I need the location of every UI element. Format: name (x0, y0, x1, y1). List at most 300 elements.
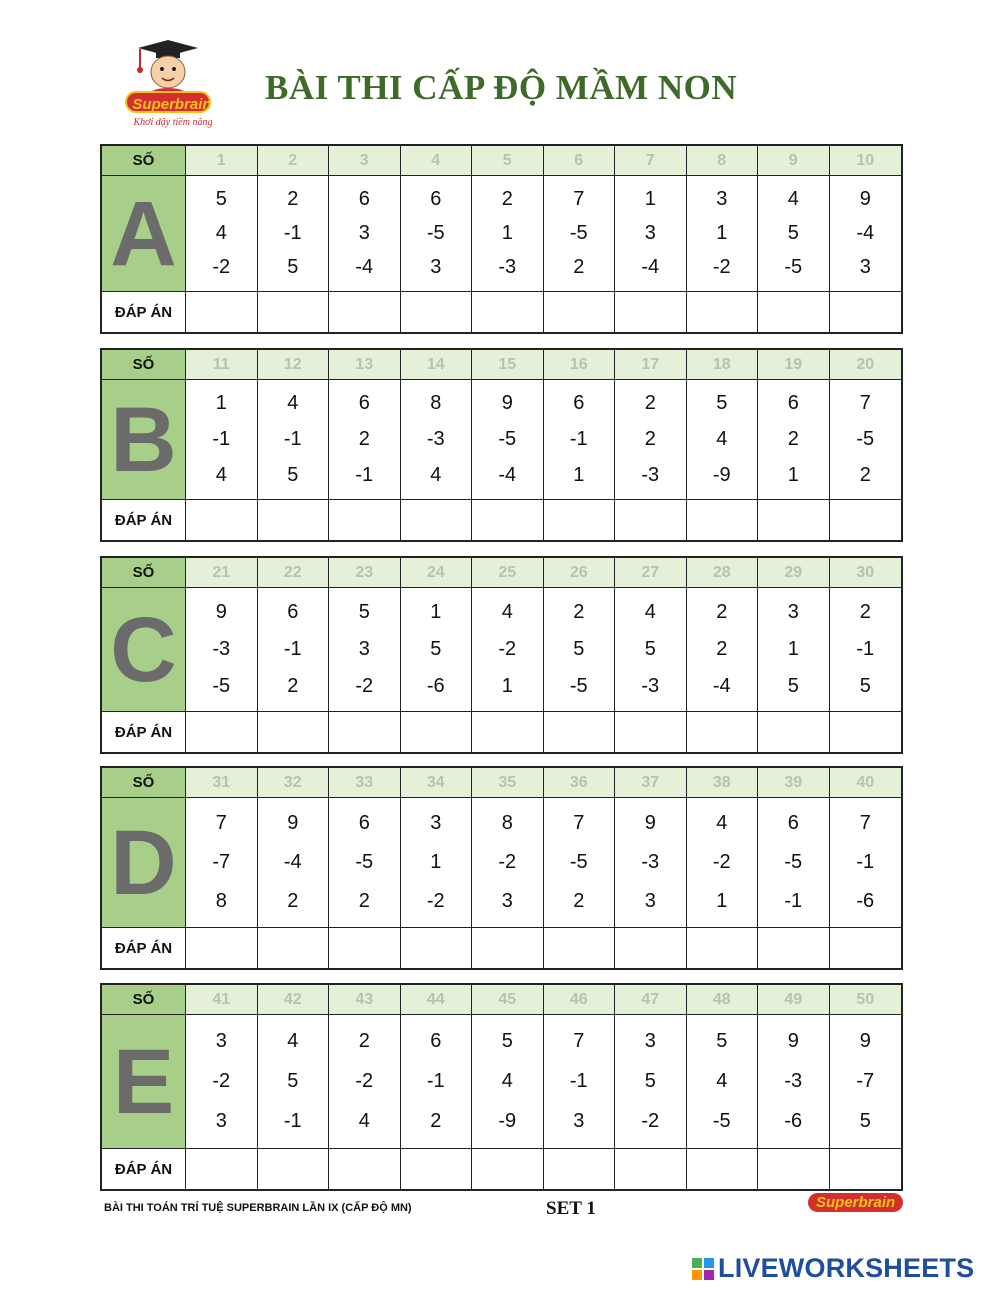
question-number: 44 (401, 985, 473, 1015)
problem-number: 9 (787, 1029, 799, 1052)
problem-number: 3 (215, 1029, 227, 1052)
problem-cell (401, 1015, 473, 1149)
problem-number: -5 (712, 1110, 731, 1133)
problem-number: -1 (283, 221, 302, 244)
answer-input[interactable] (258, 1149, 330, 1189)
problem-cell (615, 798, 687, 928)
problem-number: 5 (287, 463, 299, 486)
answer-input[interactable] (687, 1149, 759, 1189)
question-number: 8 (687, 146, 759, 176)
dap-an-label: ĐÁP ÁN (102, 928, 186, 968)
problem-cell (544, 798, 616, 928)
problem-number: 1 (501, 675, 513, 697)
problem-number: -1 (212, 427, 231, 450)
problem-number: 1 (430, 851, 442, 873)
answer-input[interactable] (544, 292, 616, 332)
answer-input[interactable] (758, 292, 830, 332)
problem-number: -4 (641, 256, 660, 279)
answer-input[interactable] (258, 292, 330, 332)
question-number: 35 (472, 768, 544, 798)
answer-input[interactable] (258, 928, 330, 968)
question-number: 37 (615, 768, 687, 798)
section-b (100, 348, 903, 542)
answer-input[interactable] (758, 500, 830, 540)
question-number: 9 (758, 146, 830, 176)
problem-number: 5 (215, 187, 227, 210)
problem-number: 4 (287, 392, 299, 415)
answer-input[interactable] (544, 928, 616, 968)
problem-number: 5 (644, 1069, 656, 1092)
problem-cell (186, 588, 258, 712)
page-title: BÀI THI CẤP ĐỘ MẦM NON (265, 68, 738, 107)
section-letter-text: A (110, 182, 177, 285)
problem-number: 2 (644, 392, 656, 415)
problem-number: 2 (287, 187, 299, 210)
problem-cell (472, 588, 544, 712)
problem-number: 5 (644, 638, 656, 660)
problem-cell (329, 1015, 401, 1149)
problem-number: 7 (859, 812, 871, 834)
question-number: 24 (401, 558, 473, 588)
problem-cell (472, 380, 544, 500)
problem-number: 2 (573, 601, 585, 623)
problem-cell (258, 588, 330, 712)
problem-number: 9 (287, 812, 299, 834)
problem-number: -2 (355, 675, 374, 697)
question-number: 49 (758, 985, 830, 1015)
footer-text: BÀI THI TOÁN TRÍ TUỆ SUPERBRAIN LẦN IX (CẤP ĐỘ MN) (104, 1202, 412, 1214)
problem-number: 3 (430, 256, 442, 279)
problem-number: 1 (716, 221, 728, 244)
problem-cell (687, 798, 759, 928)
problem-number: -6 (784, 1110, 803, 1133)
problem-number: -6 (426, 675, 445, 697)
problem-cell (401, 176, 473, 292)
answer-input[interactable] (472, 928, 544, 968)
problem-number: -2 (426, 890, 445, 912)
question-number: 48 (687, 985, 759, 1015)
problem-cell (687, 380, 759, 500)
problem-cell (258, 176, 330, 292)
problem-number: -2 (641, 1110, 660, 1133)
problem-number: 5 (573, 638, 585, 660)
question-number: 20 (830, 350, 902, 380)
problem-number: 3 (501, 890, 513, 912)
question-number: 46 (544, 985, 616, 1015)
section-letter (102, 1015, 186, 1149)
section-c (100, 556, 903, 754)
problem-cell (472, 176, 544, 292)
problem-cell (401, 798, 473, 928)
problem-number: 4 (787, 187, 799, 210)
problem-cell (830, 176, 902, 292)
dap-an-label: ĐÁP ÁN (102, 292, 186, 332)
answer-input[interactable] (830, 1149, 902, 1189)
problem-number: 9 (215, 601, 227, 623)
question-number: 10 (830, 146, 902, 176)
problem-number: 5 (287, 1069, 299, 1092)
answer-input[interactable] (258, 712, 330, 752)
section-letter (102, 588, 186, 712)
answer-input[interactable] (329, 712, 401, 752)
answer-input[interactable] (830, 292, 902, 332)
problem-number: -2 (498, 851, 517, 873)
problem-number: 5 (716, 392, 728, 415)
problem-number: 5 (287, 256, 299, 279)
problem-number: 4 (716, 1069, 728, 1092)
problem-number: 6 (787, 392, 799, 415)
answer-input[interactable] (401, 292, 473, 332)
problem-number: 2 (716, 601, 728, 623)
problem-cell (830, 798, 902, 928)
answer-input[interactable] (687, 712, 759, 752)
answer-input[interactable] (687, 500, 759, 540)
answer-input[interactable] (830, 712, 902, 752)
answer-input[interactable] (401, 712, 473, 752)
section-a (100, 144, 903, 334)
problem-number: 3 (644, 890, 656, 912)
answer-input[interactable] (472, 1149, 544, 1189)
so-label: SỐ (102, 558, 186, 588)
question-number: 3 (329, 146, 401, 176)
problem-number: -5 (569, 851, 588, 873)
question-number: 47 (615, 985, 687, 1015)
question-number: 42 (258, 985, 330, 1015)
question-number: 19 (758, 350, 830, 380)
question-number: 12 (258, 350, 330, 380)
problem-number: 3 (215, 1110, 227, 1133)
answer-input[interactable] (615, 712, 687, 752)
problem-cell (544, 1015, 616, 1149)
problem-number: 1 (501, 221, 513, 244)
problem-cell (687, 588, 759, 712)
problem-number: -3 (426, 427, 445, 450)
problem-number: -5 (426, 221, 445, 244)
question-number: 25 (472, 558, 544, 588)
problem-number: 7 (215, 812, 227, 834)
problem-number: 4 (215, 221, 227, 244)
problem-number: -1 (283, 1110, 302, 1133)
problem-number: 5 (358, 601, 370, 623)
problem-number: -3 (498, 256, 517, 279)
answer-input[interactable] (830, 500, 902, 540)
problem-cell (615, 1015, 687, 1149)
problem-cell (615, 380, 687, 500)
answer-input[interactable] (830, 928, 902, 968)
answer-input[interactable] (329, 928, 401, 968)
problem-cell (258, 798, 330, 928)
problem-cell (329, 176, 401, 292)
question-number: 29 (758, 558, 830, 588)
problem-number: -4 (355, 256, 374, 279)
section-e (100, 983, 903, 1191)
question-number: 23 (329, 558, 401, 588)
problem-cell (329, 588, 401, 712)
problem-number: 1 (644, 187, 656, 210)
problem-number: -5 (784, 851, 803, 873)
answer-input[interactable] (615, 928, 687, 968)
problem-number: 4 (716, 427, 728, 450)
so-label: SỐ (102, 985, 186, 1015)
problem-cell (758, 798, 830, 928)
problem-number: -2 (212, 256, 231, 279)
superbrain-logo (118, 38, 228, 133)
problem-number: -7 (856, 1069, 875, 1092)
question-number: 32 (258, 768, 330, 798)
set-label: SET 1 (546, 1198, 596, 1219)
problem-number: -4 (283, 851, 302, 873)
section-letter (102, 176, 186, 292)
problem-number: 8 (430, 392, 442, 415)
logo-text: Superbrain (132, 96, 212, 113)
problem-cell (830, 380, 902, 500)
problem-number: 9 (501, 392, 513, 415)
question-number: 17 (615, 350, 687, 380)
question-number: 28 (687, 558, 759, 588)
answer-input[interactable] (615, 292, 687, 332)
dap-an-label: ĐÁP ÁN (102, 712, 186, 752)
watermark-text: LIVEWORKSHEETS (718, 1253, 975, 1283)
problem-number: -6 (856, 890, 875, 912)
problem-number: 8 (501, 812, 513, 834)
problem-number: 6 (573, 392, 585, 415)
problem-number: -2 (355, 1069, 374, 1092)
answer-input[interactable] (544, 712, 616, 752)
problem-number: 7 (573, 1029, 585, 1052)
problem-number: -3 (641, 675, 660, 697)
problem-cell (758, 176, 830, 292)
problem-number: 2 (287, 675, 299, 697)
problem-number: 4 (215, 463, 227, 486)
question-number: 15 (472, 350, 544, 380)
problem-number: 5 (716, 1029, 728, 1052)
problem-number: -5 (498, 427, 517, 450)
question-number: 27 (615, 558, 687, 588)
answer-input[interactable] (401, 928, 473, 968)
problem-cell (186, 798, 258, 928)
problem-number: 6 (430, 1029, 442, 1052)
question-number: 21 (186, 558, 258, 588)
answer-input[interactable] (472, 500, 544, 540)
so-label: SỐ (102, 146, 186, 176)
problem-number: 6 (287, 601, 299, 623)
problem-number: 4 (358, 1110, 370, 1133)
problem-number: 2 (287, 890, 299, 912)
problem-number: -1 (569, 427, 588, 450)
question-number: 34 (401, 768, 473, 798)
problem-number: -1 (426, 1069, 445, 1092)
answer-input[interactable] (186, 292, 258, 332)
problem-number: 3 (859, 256, 871, 279)
problem-number: 1 (787, 638, 799, 660)
question-number: 22 (258, 558, 330, 588)
problem-number: -5 (355, 851, 374, 873)
problem-number: -7 (212, 851, 231, 873)
question-number: 2 (258, 146, 330, 176)
problem-number: 6 (430, 187, 442, 210)
problem-number: 4 (501, 1069, 513, 1092)
problem-number: -3 (641, 851, 660, 873)
question-number: 40 (830, 768, 902, 798)
section-d (100, 766, 903, 970)
problem-number: 5 (430, 638, 442, 660)
liveworksheets-icon (692, 1258, 714, 1280)
problem-number: 1 (716, 890, 728, 912)
problem-cell (830, 1015, 902, 1149)
problem-number: 7 (573, 187, 585, 210)
question-number: 14 (401, 350, 473, 380)
dap-an-label: ĐÁP ÁN (102, 1149, 186, 1189)
problem-number: 4 (430, 463, 442, 486)
answer-input[interactable] (329, 500, 401, 540)
answer-input[interactable] (329, 292, 401, 332)
problem-number: -1 (355, 463, 374, 486)
problem-number: -4 (856, 221, 875, 244)
problem-number: -2 (498, 638, 517, 660)
problem-number: 2 (573, 256, 585, 279)
problem-number: -5 (569, 221, 588, 244)
problem-number: 6 (358, 187, 370, 210)
problem-number: 6 (358, 392, 370, 415)
section-letter-text: D (110, 811, 177, 914)
section-letter-text: C (110, 598, 177, 701)
answer-input[interactable] (186, 1149, 258, 1189)
problem-number: 5 (787, 221, 799, 244)
liveworksheets-watermark (692, 1253, 974, 1284)
question-number: 31 (186, 768, 258, 798)
so-label: SỐ (102, 768, 186, 798)
problem-cell (544, 176, 616, 292)
problem-number: 1 (787, 463, 799, 486)
problem-number: -3 (212, 638, 231, 660)
problem-number: 2 (787, 427, 799, 450)
problem-number: 2 (358, 890, 370, 912)
problem-cell (186, 1015, 258, 1149)
problem-cell (401, 380, 473, 500)
question-number: 30 (830, 558, 902, 588)
answer-input[interactable] (186, 928, 258, 968)
footer-logo-text: Superbrain (808, 1193, 903, 1212)
answer-input[interactable] (758, 1149, 830, 1189)
problem-number: 5 (787, 675, 799, 697)
answer-input[interactable] (401, 1149, 473, 1189)
answer-input[interactable] (186, 500, 258, 540)
answer-input[interactable] (258, 500, 330, 540)
problem-cell (758, 1015, 830, 1149)
question-number: 16 (544, 350, 616, 380)
problem-number: 8 (215, 890, 227, 912)
answer-input[interactable] (687, 928, 759, 968)
problem-number: -5 (784, 256, 803, 279)
problem-number: 4 (287, 1029, 299, 1052)
answer-input[interactable] (687, 292, 759, 332)
problem-number: 9 (859, 187, 871, 210)
answer-input[interactable] (401, 500, 473, 540)
answer-input[interactable] (186, 712, 258, 752)
problem-number: 2 (358, 427, 370, 450)
problem-number: 2 (358, 1029, 370, 1052)
question-number: 38 (687, 768, 759, 798)
question-number: 1 (186, 146, 258, 176)
problem-number: 3 (644, 1029, 656, 1052)
problem-cell (401, 588, 473, 712)
problem-cell (615, 588, 687, 712)
answer-input[interactable] (329, 1149, 401, 1189)
problem-number: 5 (859, 675, 871, 697)
problem-number: 2 (644, 427, 656, 450)
question-number: 13 (329, 350, 401, 380)
answer-input[interactable] (544, 500, 616, 540)
problem-number: -1 (784, 890, 803, 912)
problem-number: -1 (569, 1069, 588, 1092)
section-letter-text: B (110, 388, 177, 491)
answer-input[interactable] (472, 292, 544, 332)
problem-cell (329, 798, 401, 928)
answer-input[interactable] (758, 712, 830, 752)
question-number: 41 (186, 985, 258, 1015)
section-letter (102, 380, 186, 500)
problem-number: 3 (358, 638, 370, 660)
logo-tagline: Khơi dậy tiềm năng (133, 117, 213, 128)
problem-cell (258, 1015, 330, 1149)
problem-number: 1 (430, 601, 442, 623)
question-number: 7 (615, 146, 687, 176)
problem-number: 2 (716, 638, 728, 660)
question-number: 26 (544, 558, 616, 588)
problem-number: -1 (856, 638, 875, 660)
problem-number: -2 (712, 256, 731, 279)
problem-number: 2 (859, 463, 871, 486)
problem-cell (472, 798, 544, 928)
problem-number: -5 (856, 427, 875, 450)
so-label: SỐ (102, 350, 186, 380)
problem-number: 4 (716, 812, 728, 834)
question-number: 33 (329, 768, 401, 798)
problem-number: -5 (569, 675, 588, 697)
problem-number: -1 (283, 427, 302, 450)
question-number: 5 (472, 146, 544, 176)
answer-input[interactable] (615, 500, 687, 540)
problem-cell (758, 588, 830, 712)
problem-number: 4 (644, 601, 656, 623)
problem-number: 3 (644, 221, 656, 244)
answer-input[interactable] (472, 712, 544, 752)
answer-input[interactable] (615, 1149, 687, 1189)
problem-number: -2 (712, 851, 731, 873)
problem-number: -1 (283, 638, 302, 660)
problem-number: -3 (784, 1069, 803, 1092)
problem-number: 2 (430, 1110, 442, 1133)
section-letter (102, 798, 186, 928)
problem-cell (758, 380, 830, 500)
answer-input[interactable] (758, 928, 830, 968)
problem-cell (544, 588, 616, 712)
problem-number: -3 (641, 463, 660, 486)
problem-number: 6 (787, 812, 799, 834)
question-number: 39 (758, 768, 830, 798)
problem-cell (329, 380, 401, 500)
question-number: 36 (544, 768, 616, 798)
problem-number: 5 (501, 1029, 513, 1052)
problem-cell (544, 380, 616, 500)
problem-number: -2 (212, 1069, 231, 1092)
problem-cell (472, 1015, 544, 1149)
answer-input[interactable] (544, 1149, 616, 1189)
problem-number: -5 (212, 675, 231, 697)
problem-cell (615, 176, 687, 292)
question-number: 43 (329, 985, 401, 1015)
problem-number: 5 (859, 1110, 871, 1133)
